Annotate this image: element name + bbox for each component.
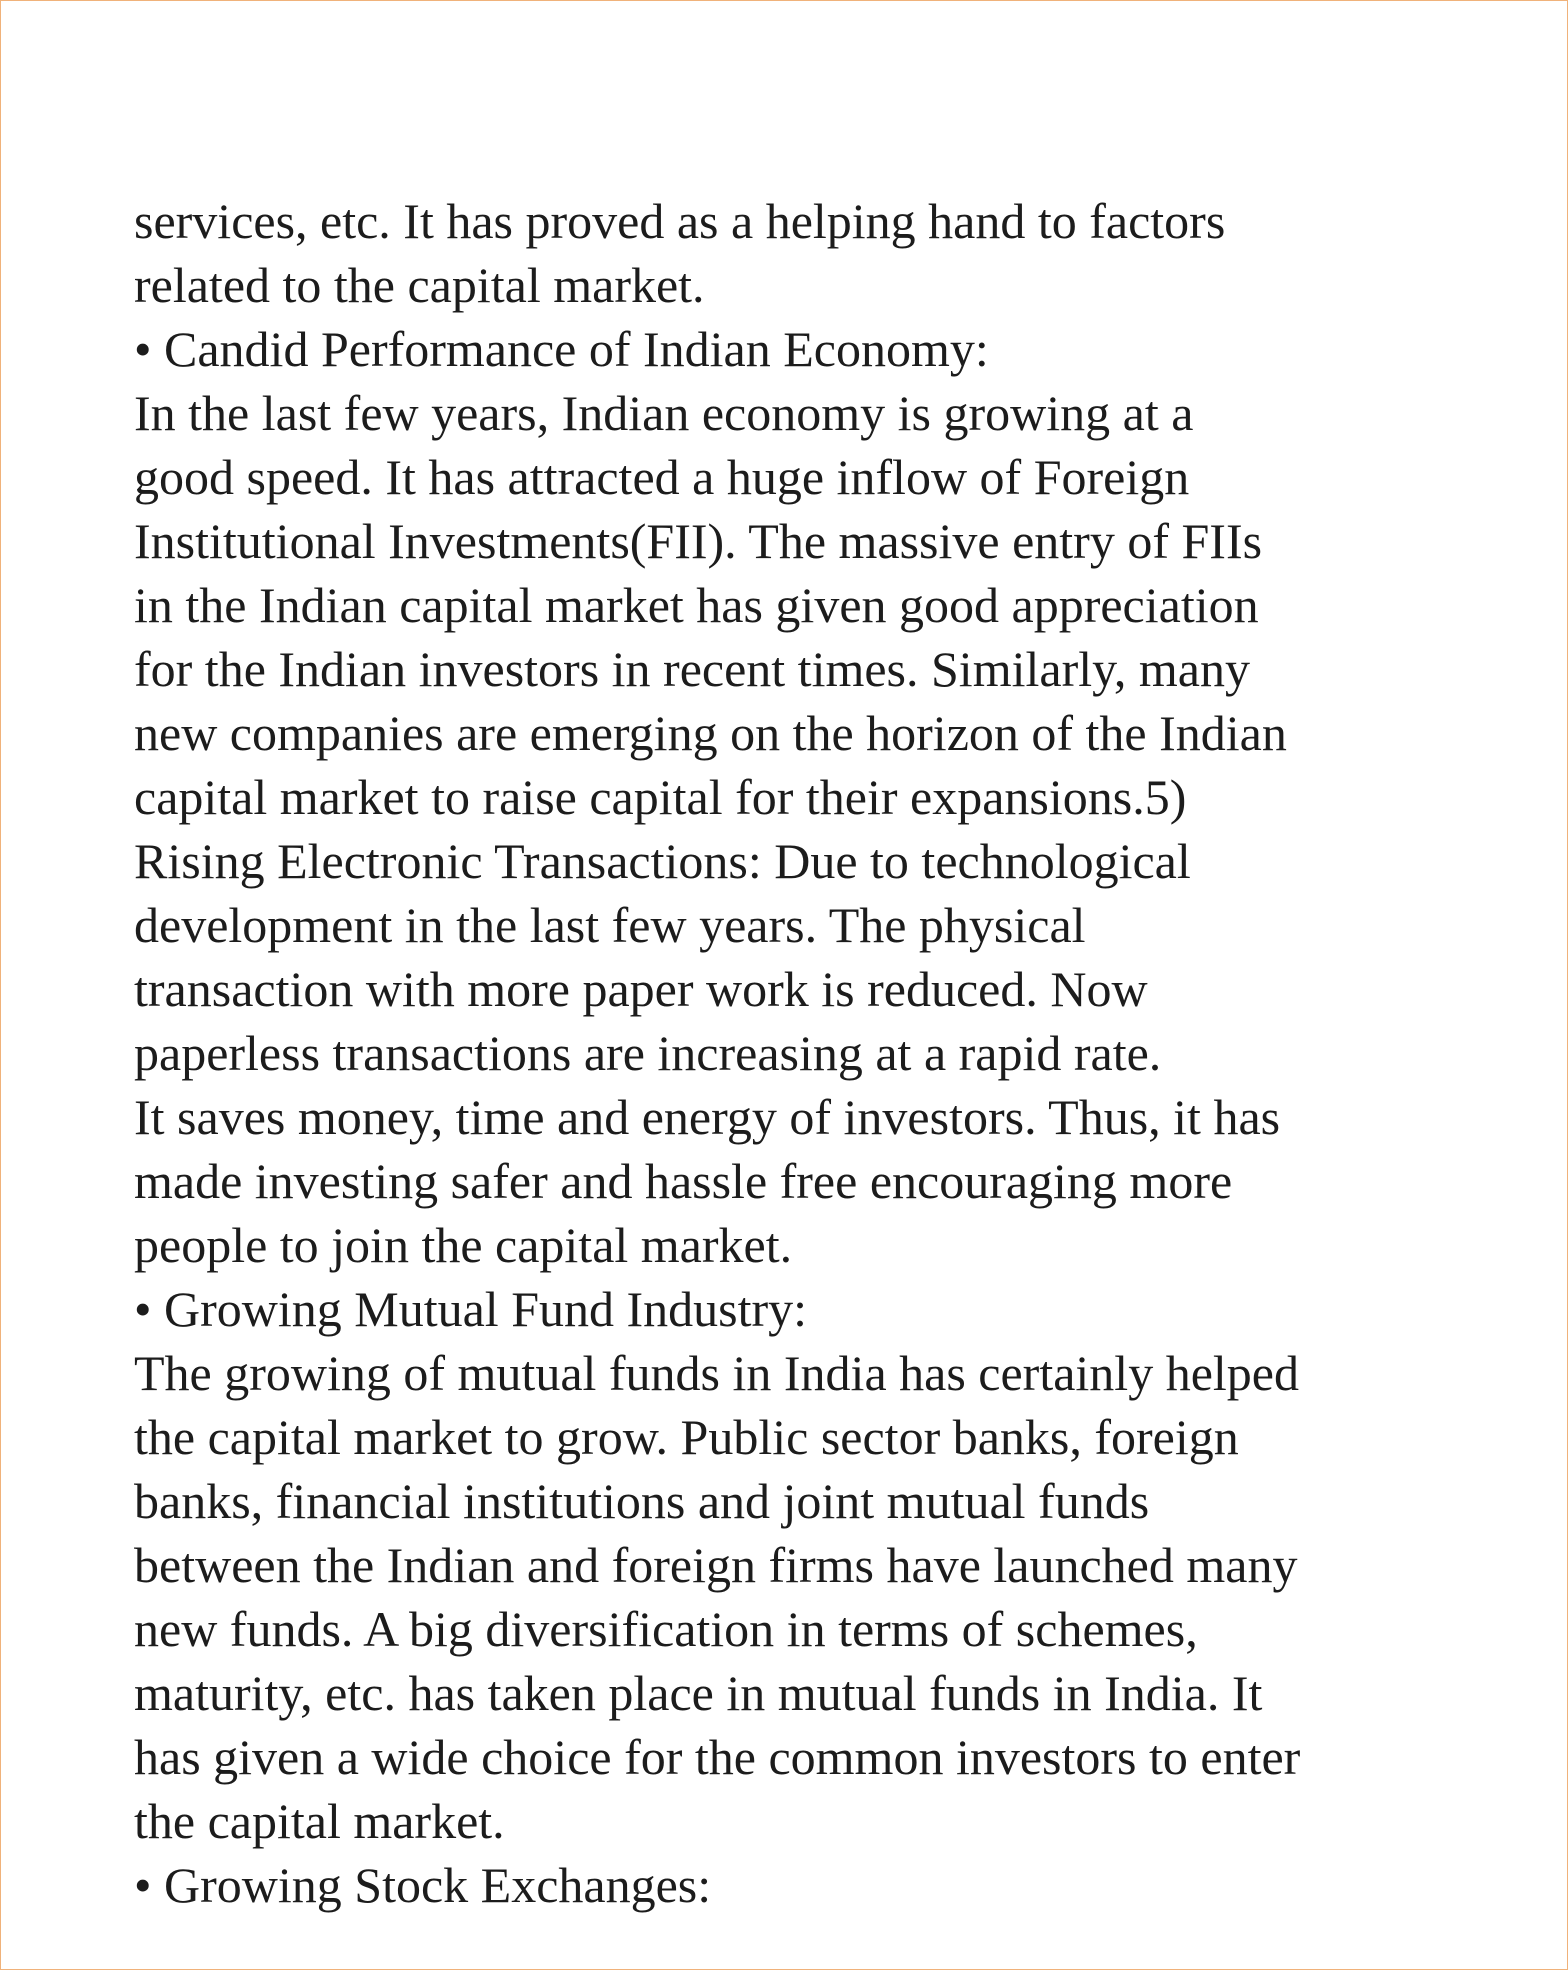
- text-line: Institutional Investments(FII). The massive entry of FIIs: [134, 513, 1263, 569]
- text-line: has given a wide choice for the common investors to enter: [134, 1729, 1301, 1785]
- text-line: services, etc. It has proved as a helping hand to factors: [134, 193, 1226, 249]
- text-line: It saves money, time and energy of investors. Thus, it has: [134, 1089, 1281, 1145]
- bullet-heading: • Growing Mutual Fund Industry:: [134, 1281, 808, 1337]
- text-line: new companies are emerging on the horizon of the Indian: [134, 705, 1287, 761]
- text-line: in the Indian capital market has given good appreciation: [134, 577, 1259, 633]
- text-line: In the last few years, Indian economy is growing at a: [134, 385, 1194, 441]
- text-line: The growing of mutual funds in India has certainly helped: [134, 1345, 1299, 1401]
- body-text: [134, 189, 1534, 1917]
- bullet-heading: • Candid Performance of Indian Economy:: [134, 321, 989, 377]
- text-line: Rising Electronic Transactions: Due to technological: [134, 833, 1191, 889]
- text-line: between the Indian and foreign firms have launched many: [134, 1537, 1298, 1593]
- text-line: for the Indian investors in recent times. Similarly, many: [134, 641, 1250, 697]
- text-line: the capital market.: [134, 1793, 505, 1849]
- text-line: made investing safer and hassle free encouraging more: [134, 1153, 1233, 1209]
- text-line: capital market to raise capital for their expansions.5): [134, 769, 1187, 825]
- text-line: maturity, etc. has taken place in mutual funds in India. It: [134, 1665, 1263, 1721]
- text-line: development in the last few years. The physical: [134, 897, 1086, 953]
- text-line: transaction with more paper work is reduced. Now: [134, 961, 1148, 1017]
- text-line: good speed. It has attracted a huge inflow of Foreign: [134, 449, 1190, 505]
- text-line: the capital market to grow. Public sector banks, foreign: [134, 1409, 1239, 1465]
- text-line: new funds. A big diversification in terms of schemes,: [134, 1601, 1198, 1657]
- text-line: related to the capital market.: [134, 257, 705, 313]
- text-line: people to join the capital market.: [134, 1217, 793, 1273]
- text-line: paperless transactions are increasing at a rapid rate.: [134, 1025, 1162, 1081]
- bullet-heading: • Growing Stock Exchanges:: [134, 1857, 712, 1913]
- text-line: banks, financial institutions and joint mutual funds: [134, 1473, 1150, 1529]
